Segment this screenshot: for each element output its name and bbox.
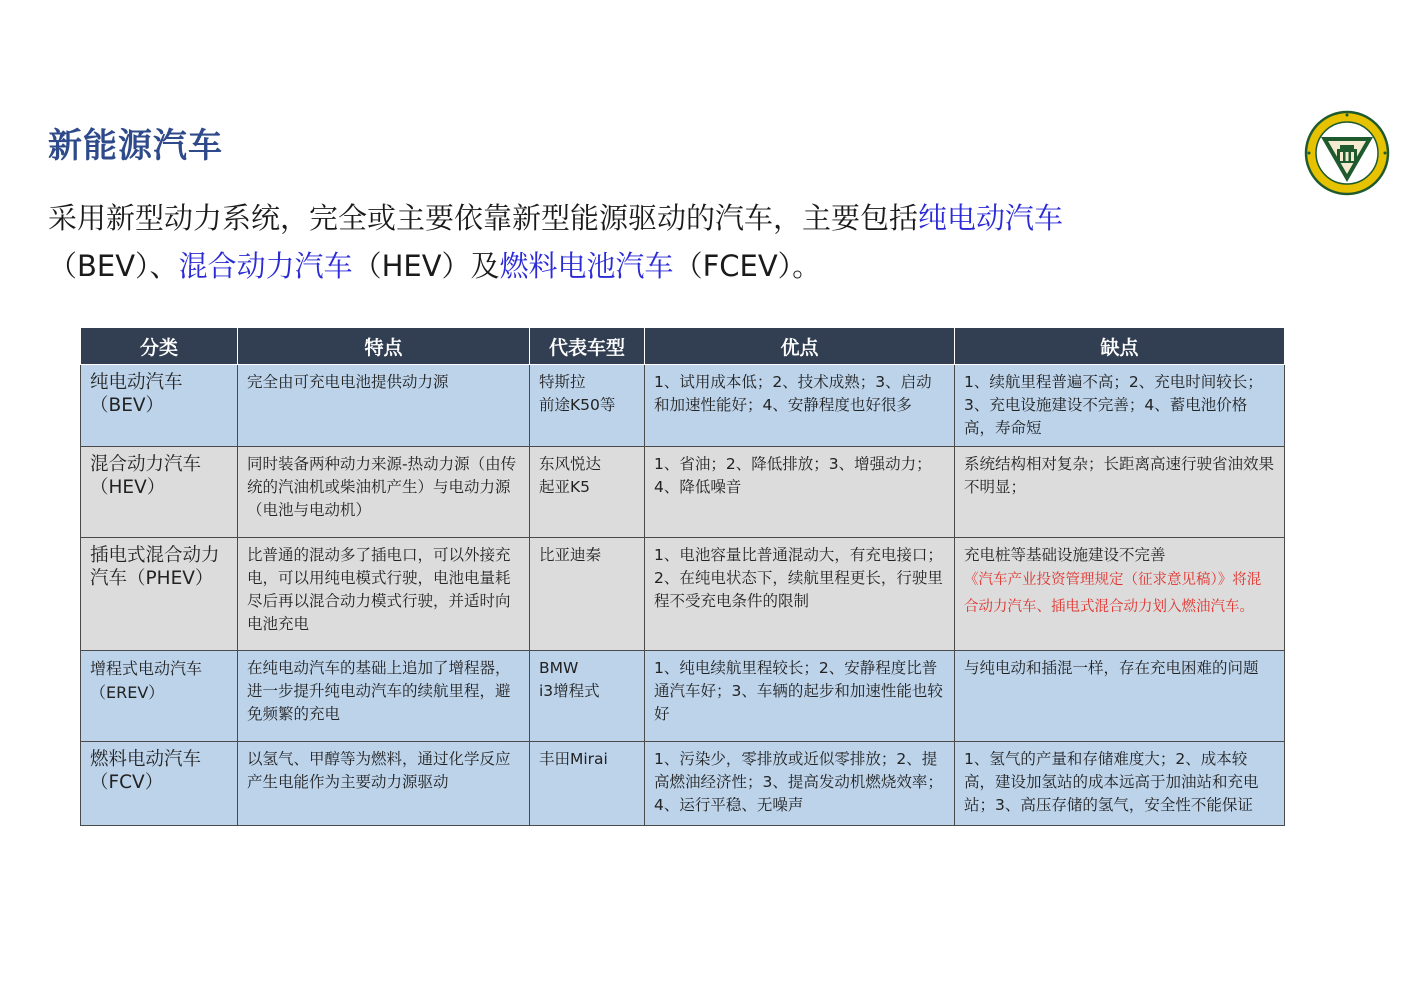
cons-text: 充电桩等基础设施建设不完善 — [964, 546, 1166, 564]
cell-cons: 与纯电动和插混一样，存在充电困难的问题 — [955, 651, 1285, 742]
header-features: 特点 — [238, 328, 530, 365]
cell-type: 燃料电动汽车（FCV） — [81, 742, 238, 826]
cell-type: 混合动力汽车（HEV） — [81, 447, 238, 538]
cell-models: 特斯拉 前途K50等 — [530, 365, 645, 447]
table-row — [81, 365, 1285, 447]
seal-graphic — [1304, 110, 1390, 196]
highlight-fcev: 燃料电池汽车 — [499, 249, 674, 283]
table-row — [81, 742, 1285, 826]
cell-pros: 1、试用成本低；2、技术成熟；3、启动和加速性能好；4、安静程度也好很多 — [645, 365, 955, 447]
intro-paragraph — [48, 194, 1128, 290]
cell-cons: 系统结构相对复杂；长距离高速行驶省油效果不明显； — [955, 447, 1285, 538]
header-pros: 优点 — [645, 328, 955, 365]
intro-text: （FCEV）。 — [673, 249, 822, 283]
policy-note: 《汽车产业投资管理规定（征求意见稿）》将混合动力汽车、插电式混合动力划入燃油汽车。 — [964, 572, 1262, 615]
cell-feature: 完全由可充电电池提供动力源 — [238, 365, 530, 447]
cell-cons: 1、氢气的产量和存储难度大；2、成本较高，建设加氢站的成本远高于加油站和充电站；3、高压存储的氢气，安全性不能保证 — [955, 742, 1285, 826]
cell-type: 增程式电动汽车（EREV） — [81, 651, 238, 742]
table-row — [81, 447, 1285, 538]
university-seal-logo — [1304, 110, 1390, 196]
page-title: 新能源汽车 — [48, 126, 223, 166]
cell-pros: 1、省油；2、降低排放；3、增强动力；4、降低噪音 — [645, 447, 955, 538]
table-header-row — [81, 328, 1285, 365]
vehicle-comparison-table — [80, 327, 1285, 826]
cell-type: 插电式混合动力汽车（PHEV） — [81, 538, 238, 651]
cell-pros: 1、污染少，零排放或近似零排放；2、提高燃油经济性；3、提高发动机燃烧效率；4、运行平稳、无噪声 — [645, 742, 955, 826]
header-category: 分类 — [81, 328, 238, 365]
cell-pros: 1、纯电续航里程较长；2、安静程度比普通汽车好；3、车辆的起步和加速性能也较好 — [645, 651, 955, 742]
cell-feature: 同时装备两种动力来源-热动力源（由传统的汽油机或柴油机产生）与电动力源（电池与电动机） — [238, 447, 530, 538]
table-row — [81, 538, 1285, 651]
cell-pros: 1、电池容量比普通混动大，有充电接口；2、在纯电状态下，续航里程更长，行驶里程不受充电条件的限制 — [645, 538, 955, 651]
highlight-bev: 纯电动汽车 — [918, 201, 1064, 235]
intro-text: 采用新型动力系统，完全或主要依靠新型能源驱动的汽车，主要包括 — [48, 201, 919, 235]
header-models: 代表车型 — [530, 328, 645, 365]
cell-cons: 1、续航里程普遍不高；2、充电时间较长；3、充电设施建设不完善；4、蓄电池价格高，寿命短 — [955, 365, 1285, 447]
cell-feature: 在纯电动汽车的基础上追加了增程器，进一步提升纯电动汽车的续航里程，避免频繁的充电 — [238, 651, 530, 742]
cell-models: BMW i3增程式 — [530, 651, 645, 742]
header-cons: 缺点 — [955, 328, 1285, 365]
intro-text: （HEV）及 — [352, 249, 500, 283]
table-row — [81, 651, 1285, 742]
cell-models: 丰田Mirai — [530, 742, 645, 826]
cell-feature: 比普通的混动多了插电口，可以外接充电，可以用纯电模式行驶，电池电量耗尽后再以混合动力模式行驶，并适时向电池充电 — [238, 538, 530, 651]
intro-text: （BEV）、 — [48, 249, 179, 283]
cell-cons — [955, 538, 1285, 651]
highlight-hev: 混合动力汽车 — [178, 249, 353, 283]
cell-models: 东风悦达 起亚K5 — [530, 447, 645, 538]
cell-feature: 以氢气、甲醇等为燃料，通过化学反应产生电能作为主要动力源驱动 — [238, 742, 530, 826]
cell-type: 纯电动汽车（BEV） — [81, 365, 238, 447]
cell-models: 比亚迪秦 — [530, 538, 645, 651]
